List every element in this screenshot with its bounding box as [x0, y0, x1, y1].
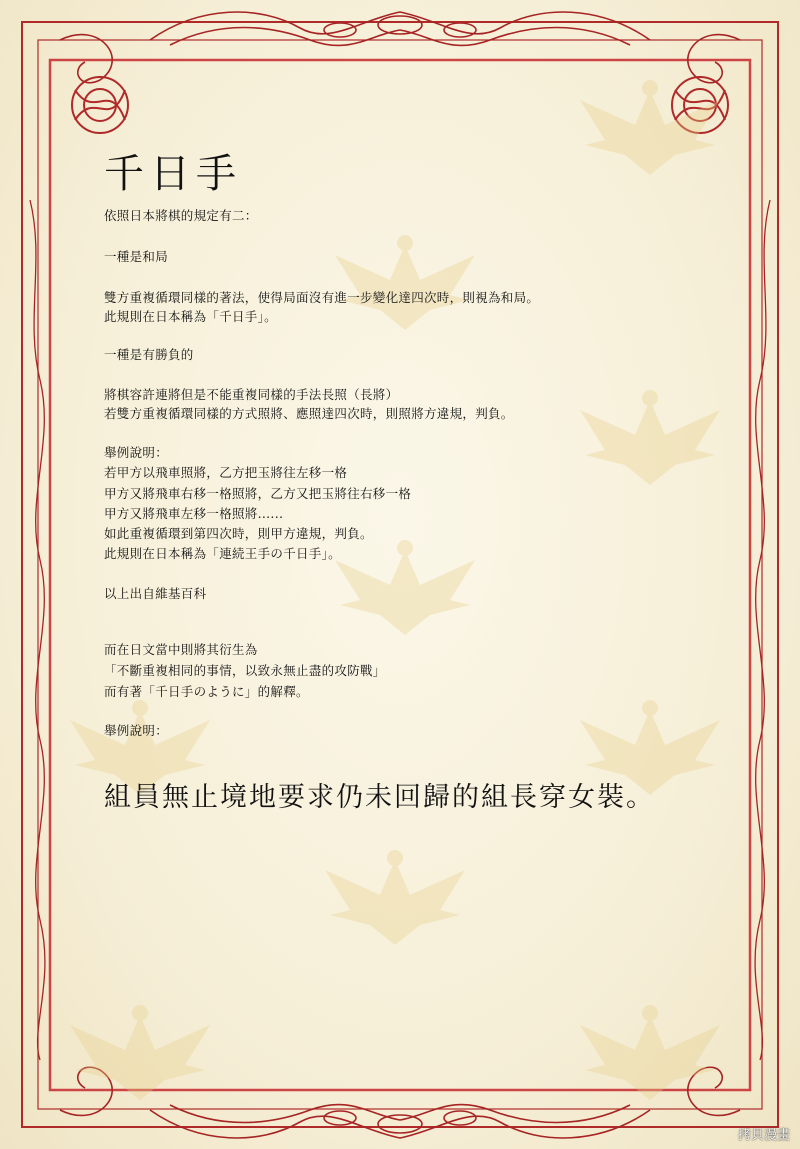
example-line: 甲方又將飛車左移一格照將...... [104, 506, 284, 521]
source-note: 以上出自維基百科 [104, 586, 207, 601]
emblem-watermark-icon [330, 530, 480, 640]
example-line: 此規則在日本稱為「連続王手の千日手」。 [104, 546, 341, 561]
emblem-watermark-icon [575, 995, 725, 1105]
japanese-usage-line: 而在日文當中則將其衍生為 [104, 642, 258, 657]
draw-rule-name: 此規則在日本稱為「千日手」。 [104, 309, 277, 324]
example-line: 若甲方以飛車照將，乙方把玉將往左移一格 [104, 465, 348, 480]
emblem-watermark-icon [575, 70, 725, 180]
example-heading-2: 舉例說明： [104, 723, 169, 738]
site-watermark: 拷貝漫畫 [737, 1128, 790, 1143]
emblem-watermark-icon [330, 225, 480, 335]
draw-heading: 一種是和局 [104, 249, 169, 264]
example-sentence: 組員無止境地要求仍未回歸的組長穿女裝。 [104, 782, 655, 813]
check-rule-line: 將棋容許連將但是不能重複同樣的手法長照（長將） [104, 387, 399, 402]
check-rule-line: 若雙方重複循環同樣的方式照將、應照達四次時，則照將方違規，判負。 [104, 406, 514, 421]
page-title: 千日手 [104, 151, 242, 197]
emblem-watermark-icon [320, 840, 470, 950]
intro-line: 依照日本將棋的規定有二： [104, 208, 258, 223]
win-heading: 一種是有勝負的 [104, 347, 194, 362]
japanese-usage-line: 「不斷重複相同的事情，以致永無止盡的攻防戰」 [104, 663, 386, 678]
draw-rule-line: 雙方重複循環同樣的著法，使得局面沒有進一步變化達四次時，則視為和局。 [104, 290, 540, 305]
example-line: 如此重複循環到第四次時，則甲方違規，判負。 [104, 526, 373, 541]
emblem-watermark-icon [65, 995, 215, 1105]
example-line: 甲方又將飛車右移一格照將，乙方又把玉將往右移一格 [104, 486, 412, 501]
emblem-watermark-icon [575, 380, 725, 490]
japanese-usage-line: 而有著「千日手のように」的解釋。 [104, 684, 309, 699]
example-heading: 舉例說明： [104, 445, 169, 460]
